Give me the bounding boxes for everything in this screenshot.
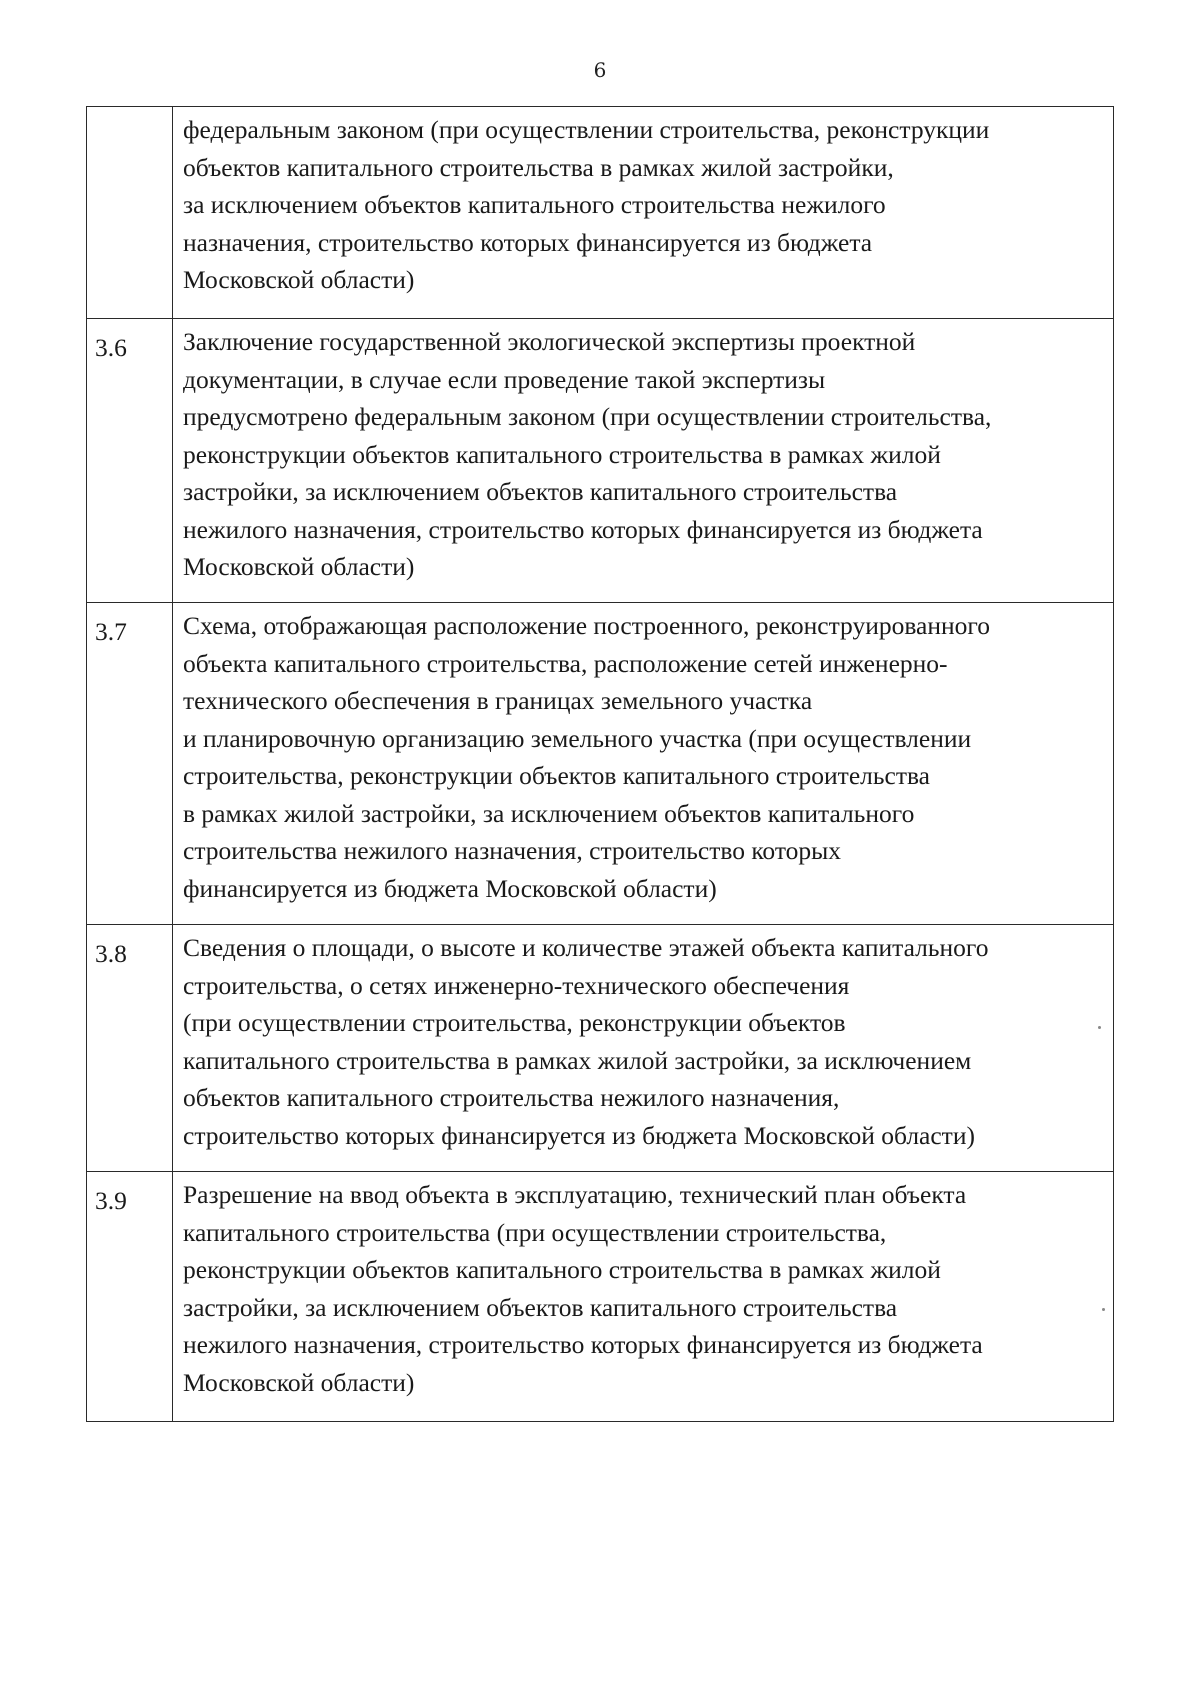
text-line: федеральным законом (при осуществлении строительства, реконструкции — [183, 115, 990, 144]
text-line: Московской области) — [183, 552, 415, 581]
text-line: строительства, о сетях инженерно-технического обеспечения — [183, 970, 850, 1000]
table-row — [87, 107, 1114, 319]
page-number: 6 — [593, 58, 607, 82]
text-line: капитального строительства в рамках жилой застройки, за исключением — [183, 1045, 972, 1075]
row-text-cell — [173, 319, 1114, 603]
document-table — [86, 106, 1114, 1422]
text-line: строительства, реконструкции объектов капитального строительства — [183, 761, 930, 790]
text-line: назначения, строительство которых финансируется из бюджета — [183, 227, 873, 257]
row-number-cell: 3.9 — [87, 1172, 173, 1422]
text-line: объектов капитального строительства в рамках жилой застройки, — [183, 152, 894, 182]
text-line: Московской области) — [183, 265, 415, 294]
text-line: Схема, отображающая расположение построенного, реконструированного — [183, 611, 990, 640]
text-line: объектов капитального строительства нежилого назначения, — [183, 1083, 840, 1112]
text-line: предусмотрено федеральным законом (при осуществлении строительства, — [183, 402, 992, 431]
row-text-cell — [173, 925, 1114, 1172]
text-line: реконструкции объектов капитального строительства в рамках жилой — [183, 439, 941, 469]
row-number-cell — [87, 107, 173, 319]
text-line: за исключением объектов капитального строительства нежилого — [183, 190, 886, 219]
row-number-cell: 3.7 — [87, 603, 173, 925]
text-line: объекта капитального строительства, расположение сетей инженерно- — [183, 648, 948, 678]
scan-speck — [1102, 1308, 1105, 1311]
text-line: в рамках жилой застройки, за исключением объектов капитального — [183, 798, 915, 828]
table-row — [87, 603, 1114, 925]
row-number-cell: 3.8 — [87, 925, 173, 1172]
row-number-cell: 3.6 — [87, 319, 173, 603]
text-line: застройки, за исключением объектов капитального строительства — [183, 477, 898, 506]
text-line: реконструкции объектов капитального строительства в рамках жилой — [183, 1255, 941, 1284]
text-line: технического обеспечения в границах земельного участка — [183, 686, 813, 715]
row-text-cell — [173, 603, 1114, 925]
text-line: нежилого назначения, строительство которых финансируется из бюджета — [183, 1330, 983, 1359]
text-line: и планировочную организацию земельного участка (при осуществлении — [183, 723, 972, 753]
text-line: застройки, за исключением объектов капитального строительства — [183, 1292, 898, 1322]
table-row — [87, 1172, 1114, 1422]
text-line: Московской области) — [183, 1367, 415, 1397]
text-line: финансируется из бюджета Московской области) — [183, 873, 717, 903]
table-row — [87, 319, 1114, 603]
text-line: строительства нежилого назначения, строительство которых — [183, 836, 842, 865]
text-line: нежилого назначения, строительство которых финансируется из бюджета — [183, 514, 983, 544]
text-line: документации, в случае если проведение такой экспертизы — [183, 364, 826, 394]
text-line: Заключение государственной экологической экспертизы проектной — [183, 327, 916, 356]
text-line: капитального строительства (при осуществлении строительства, — [183, 1217, 887, 1247]
text-line: строительство которых финансируется из бюджета Московской области) — [183, 1120, 975, 1150]
text-line: Разрешение на ввод объекта в эксплуатацию, технический план объекта — [183, 1180, 967, 1209]
text-line: Сведения о площади, о высоте и количестве этажей объекта капитального — [183, 933, 989, 962]
text-line: (при осуществлении строительства, реконструкции объектов — [183, 1008, 846, 1037]
row-text-cell — [173, 1172, 1114, 1422]
row-text-cell — [173, 107, 1114, 319]
scan-speck — [1098, 1026, 1101, 1029]
table-row — [87, 925, 1114, 1172]
